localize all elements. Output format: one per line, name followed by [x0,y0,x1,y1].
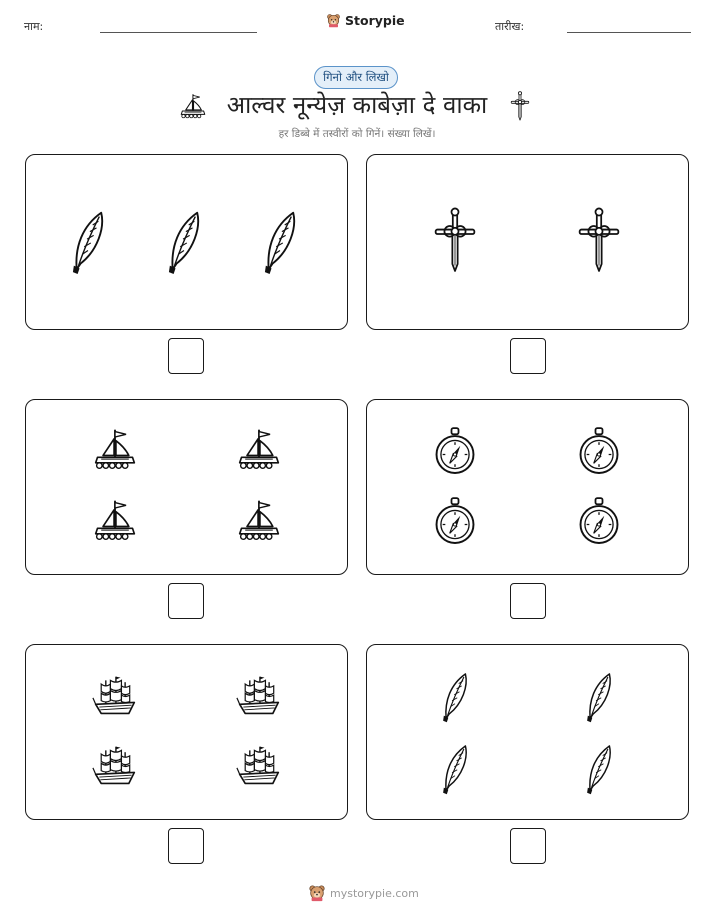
brand-name: Storypie [345,13,405,28]
footer-url[interactable]: mystorypie.com [330,886,419,900]
quill-icon [68,209,108,275]
answer-box[interactable] [168,338,204,374]
quill-icon [584,743,614,795]
compass-icon [577,426,621,476]
quill-icon [584,671,614,723]
ship-icon [92,673,138,719]
counting-card-swords [366,154,689,330]
counting-card-compasses [366,399,689,575]
date-label: तारीख: [495,20,525,33]
compass-icon [433,496,477,546]
answer-box[interactable] [510,828,546,864]
bear-icon [326,13,341,28]
quill-icon [440,743,470,795]
quill-icon [440,671,470,723]
sword-icon [577,205,621,277]
worksheet-title: आल्वर नून्येज़ काबेज़ा दे वाका [226,91,488,119]
date-line[interactable] [567,32,691,33]
answer-box[interactable] [168,828,204,864]
worksheet-badge: गिनो और लिखो [314,66,398,89]
answer-box[interactable] [510,338,546,374]
compass-icon [433,426,477,476]
sword-icon [510,90,530,123]
raft-icon [92,426,138,472]
raft-icon [236,497,282,543]
answer-box[interactable] [168,583,204,619]
compass-icon [577,496,621,546]
name-line[interactable] [100,32,257,33]
answer-box[interactable] [510,583,546,619]
raft-icon [92,497,138,543]
brand-logo [326,13,405,28]
quill-icon [260,209,300,275]
name-label: नाम: [24,20,44,33]
ship-icon [236,673,282,719]
ship-icon [92,743,138,789]
counting-card-quills-small [366,644,689,820]
sword-icon [433,205,477,277]
footer [308,884,419,902]
counting-card-rafts [25,399,348,575]
counting-card-quills [25,154,348,330]
instructions: हर डिब्बे में तस्वीरों को गिनें। संख्या लिखें। [278,128,436,140]
ship-icon [236,743,282,789]
raft-icon [236,426,282,472]
bear-icon [308,884,326,902]
quill-icon [164,209,204,275]
counting-card-ships [25,644,348,820]
